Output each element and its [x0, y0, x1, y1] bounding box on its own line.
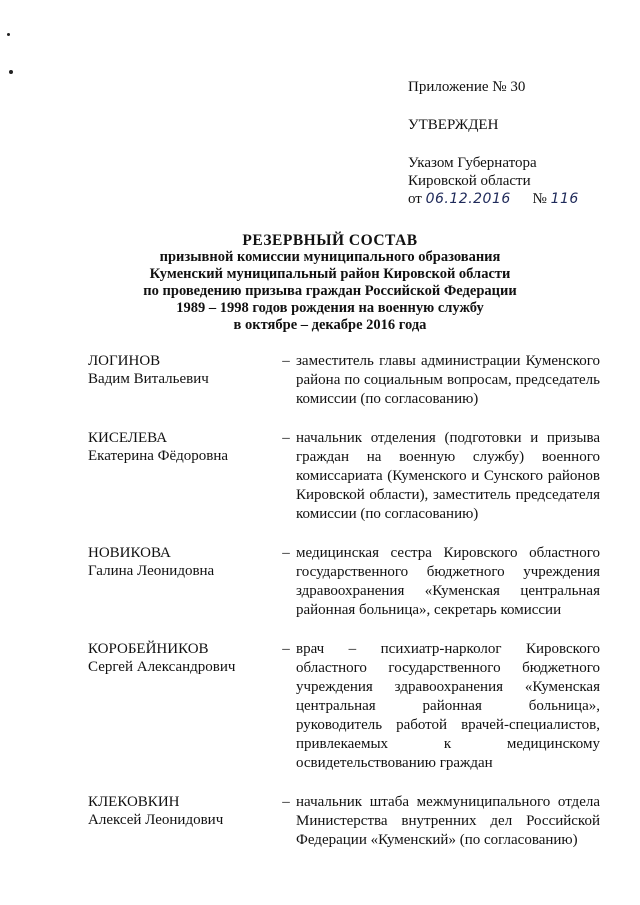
members-list	[88, 352, 610, 850]
member-role: заместитель главы администрации Куменского района по социальным вопросам, председатель комиссии (по согласованию)	[296, 353, 600, 407]
member-surname: ЛОГИНОВ	[88, 353, 161, 369]
member-surname: КОРОБЕЙНИКОВ	[88, 641, 209, 657]
number-label: №	[532, 191, 547, 207]
member-entry	[88, 352, 610, 409]
member-entry	[88, 429, 610, 524]
member-dash: –	[282, 794, 290, 810]
member-entry	[88, 640, 610, 773]
member-entry	[88, 793, 610, 850]
decree-date-line	[408, 190, 628, 208]
from-label: от	[408, 191, 422, 207]
member-surname: КИСЕЛЕВА	[88, 430, 168, 446]
member-person	[88, 793, 276, 850]
member-surname: НОВИКОВА	[88, 545, 171, 561]
appendix-block	[408, 78, 628, 208]
scan-speck	[7, 33, 10, 36]
member-role: начальник штаба межмуниципального отдела Министерства внутренних дел Российской Федерации «Куменский» (по согласованию)	[296, 794, 600, 848]
appendix-number: Приложение № 30	[408, 79, 526, 95]
title-line: Куменский муниципальный район Кировской области	[149, 266, 511, 282]
decree-number: 116	[550, 191, 579, 207]
member-name: Екатерина Фёдоровна	[88, 448, 229, 464]
title-line: 1989 – 1998 годов рождения на военную службу	[176, 300, 484, 316]
document-title	[60, 232, 600, 334]
member-role: начальник отделения (подготовки и призыва граждан на военную службу) военного комиссариата (Куменского и Сунского районов Кировской области), заместитель председателя комиссии (по согласованию)	[296, 430, 600, 522]
decree-line-1: Указом Губернатора	[408, 155, 537, 171]
member-dash: –	[282, 430, 290, 446]
title-line: в октябре – декабре 2016 года	[233, 317, 427, 333]
approved-label: УТВЕРЖДЕН	[408, 117, 499, 133]
member-name: Алексей Леонидович	[88, 812, 224, 828]
member-person	[88, 544, 276, 620]
title-line: призывной комиссии муниципального образования	[159, 249, 501, 265]
member-surname: КЛЕКОВКИН	[88, 794, 180, 810]
member-dash: –	[282, 353, 290, 369]
member-name: Вадим Витальевич	[88, 371, 209, 387]
member-role: врач – психиатр-нарколог Кировского областного государственного бюджетного учреждения здравоохранения «Куменская центральная районная больница», руководитель работой врачей-специалистов, привлекаемых к медицинскому освидетельствованию граждан	[296, 641, 600, 771]
member-name: Сергей Александрович	[88, 659, 236, 675]
member-person	[88, 640, 276, 773]
member-role: медицинская сестра Кировского областного государственного бюджетного учреждения здравоохранения «Куменская центральная районная больница», секретарь комиссии	[296, 545, 600, 618]
member-dash: –	[282, 641, 290, 657]
member-person	[88, 429, 276, 524]
member-name: Галина Леонидовна	[88, 563, 215, 579]
member-entry	[88, 544, 610, 620]
decree-date: 06.12.2016	[425, 191, 511, 207]
decree-line-2: Кировской области	[408, 173, 531, 189]
title-line: по проведению призыва граждан Российской Федерации	[143, 283, 517, 299]
member-person	[88, 352, 276, 409]
title-main: РЕЗЕРВНЫЙ СОСТАВ	[242, 232, 418, 249]
member-dash: –	[282, 545, 290, 561]
scan-speck	[9, 70, 13, 74]
